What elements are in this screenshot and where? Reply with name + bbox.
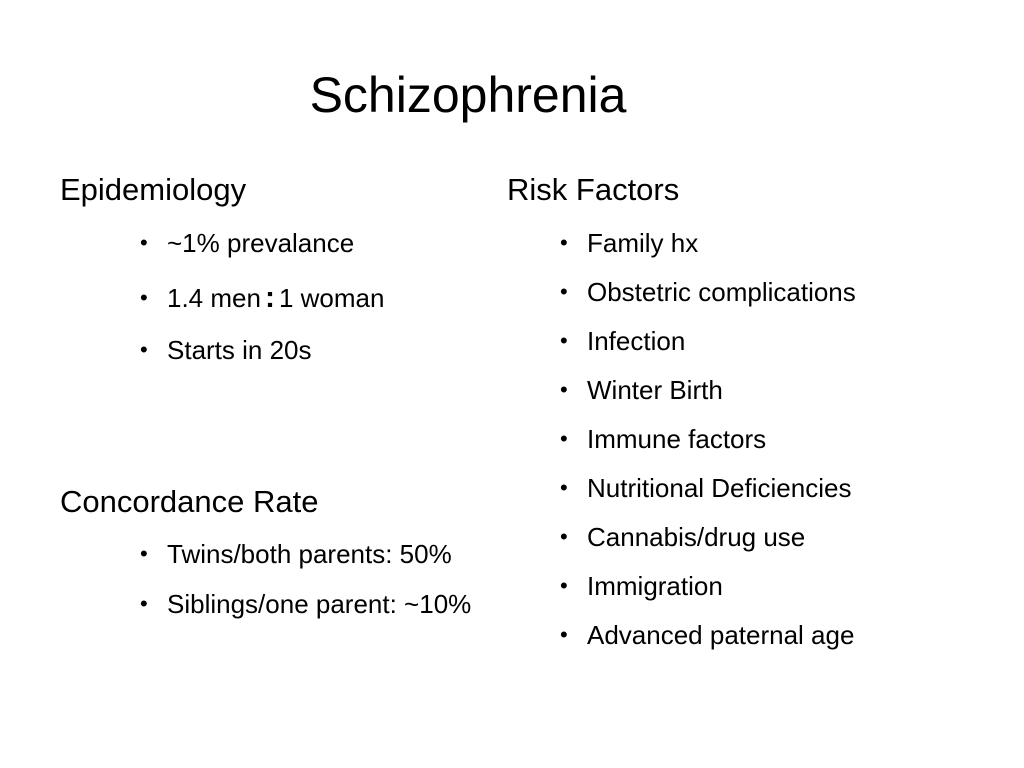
bullet-icon: • bbox=[140, 591, 148, 616]
ratio-women: 1 woman bbox=[278, 283, 385, 313]
bullet-icon: • bbox=[140, 337, 148, 362]
bullet-text: Advanced paternal age bbox=[587, 620, 855, 650]
bullet-icon: • bbox=[560, 475, 568, 500]
bullet-icon: • bbox=[140, 230, 148, 255]
bullet-text: Infection bbox=[587, 326, 686, 356]
bullet-icon: • bbox=[560, 426, 568, 451]
bullet-text: Family hx bbox=[587, 228, 699, 258]
bullet-text: Nutritional Deficiencies bbox=[587, 473, 852, 503]
bullet-text: Obstetric complications bbox=[587, 277, 856, 307]
bullet-text: Twins/both parents: 50% bbox=[167, 539, 452, 569]
bullet-icon: • bbox=[560, 377, 568, 402]
bullet-icon: • bbox=[560, 279, 568, 304]
concordance-heading: Concordance Rate bbox=[60, 484, 319, 519]
bullet-icon: • bbox=[560, 524, 568, 549]
bullet-icon: • bbox=[560, 622, 568, 647]
ratio-colon: : bbox=[264, 281, 275, 314]
bullet-text: ~1% prevalance bbox=[167, 228, 355, 258]
bullet-icon: • bbox=[560, 328, 568, 353]
ratio-men: 1.4 men bbox=[167, 283, 261, 313]
epidemiology-heading: Epidemiology bbox=[60, 172, 247, 207]
bullet-text: Starts in 20s bbox=[167, 335, 312, 365]
bullet-text: Winter Birth bbox=[587, 375, 723, 405]
bullet-icon: • bbox=[140, 541, 148, 566]
bullet-icon: • bbox=[560, 230, 568, 255]
bullet-icon: • bbox=[140, 285, 148, 310]
bullet-text: Siblings/one parent: ~10% bbox=[167, 589, 472, 619]
bullet-text-ratio bbox=[167, 281, 384, 315]
bullet-text: Immigration bbox=[587, 571, 723, 601]
risk-factors-heading: Risk Factors bbox=[507, 172, 680, 207]
bullet-icon: • bbox=[560, 573, 568, 598]
slide-title: Schizophrenia bbox=[309, 67, 627, 123]
bullet-text: Immune factors bbox=[587, 424, 767, 454]
bullet-text: Cannabis/drug use bbox=[587, 522, 806, 552]
